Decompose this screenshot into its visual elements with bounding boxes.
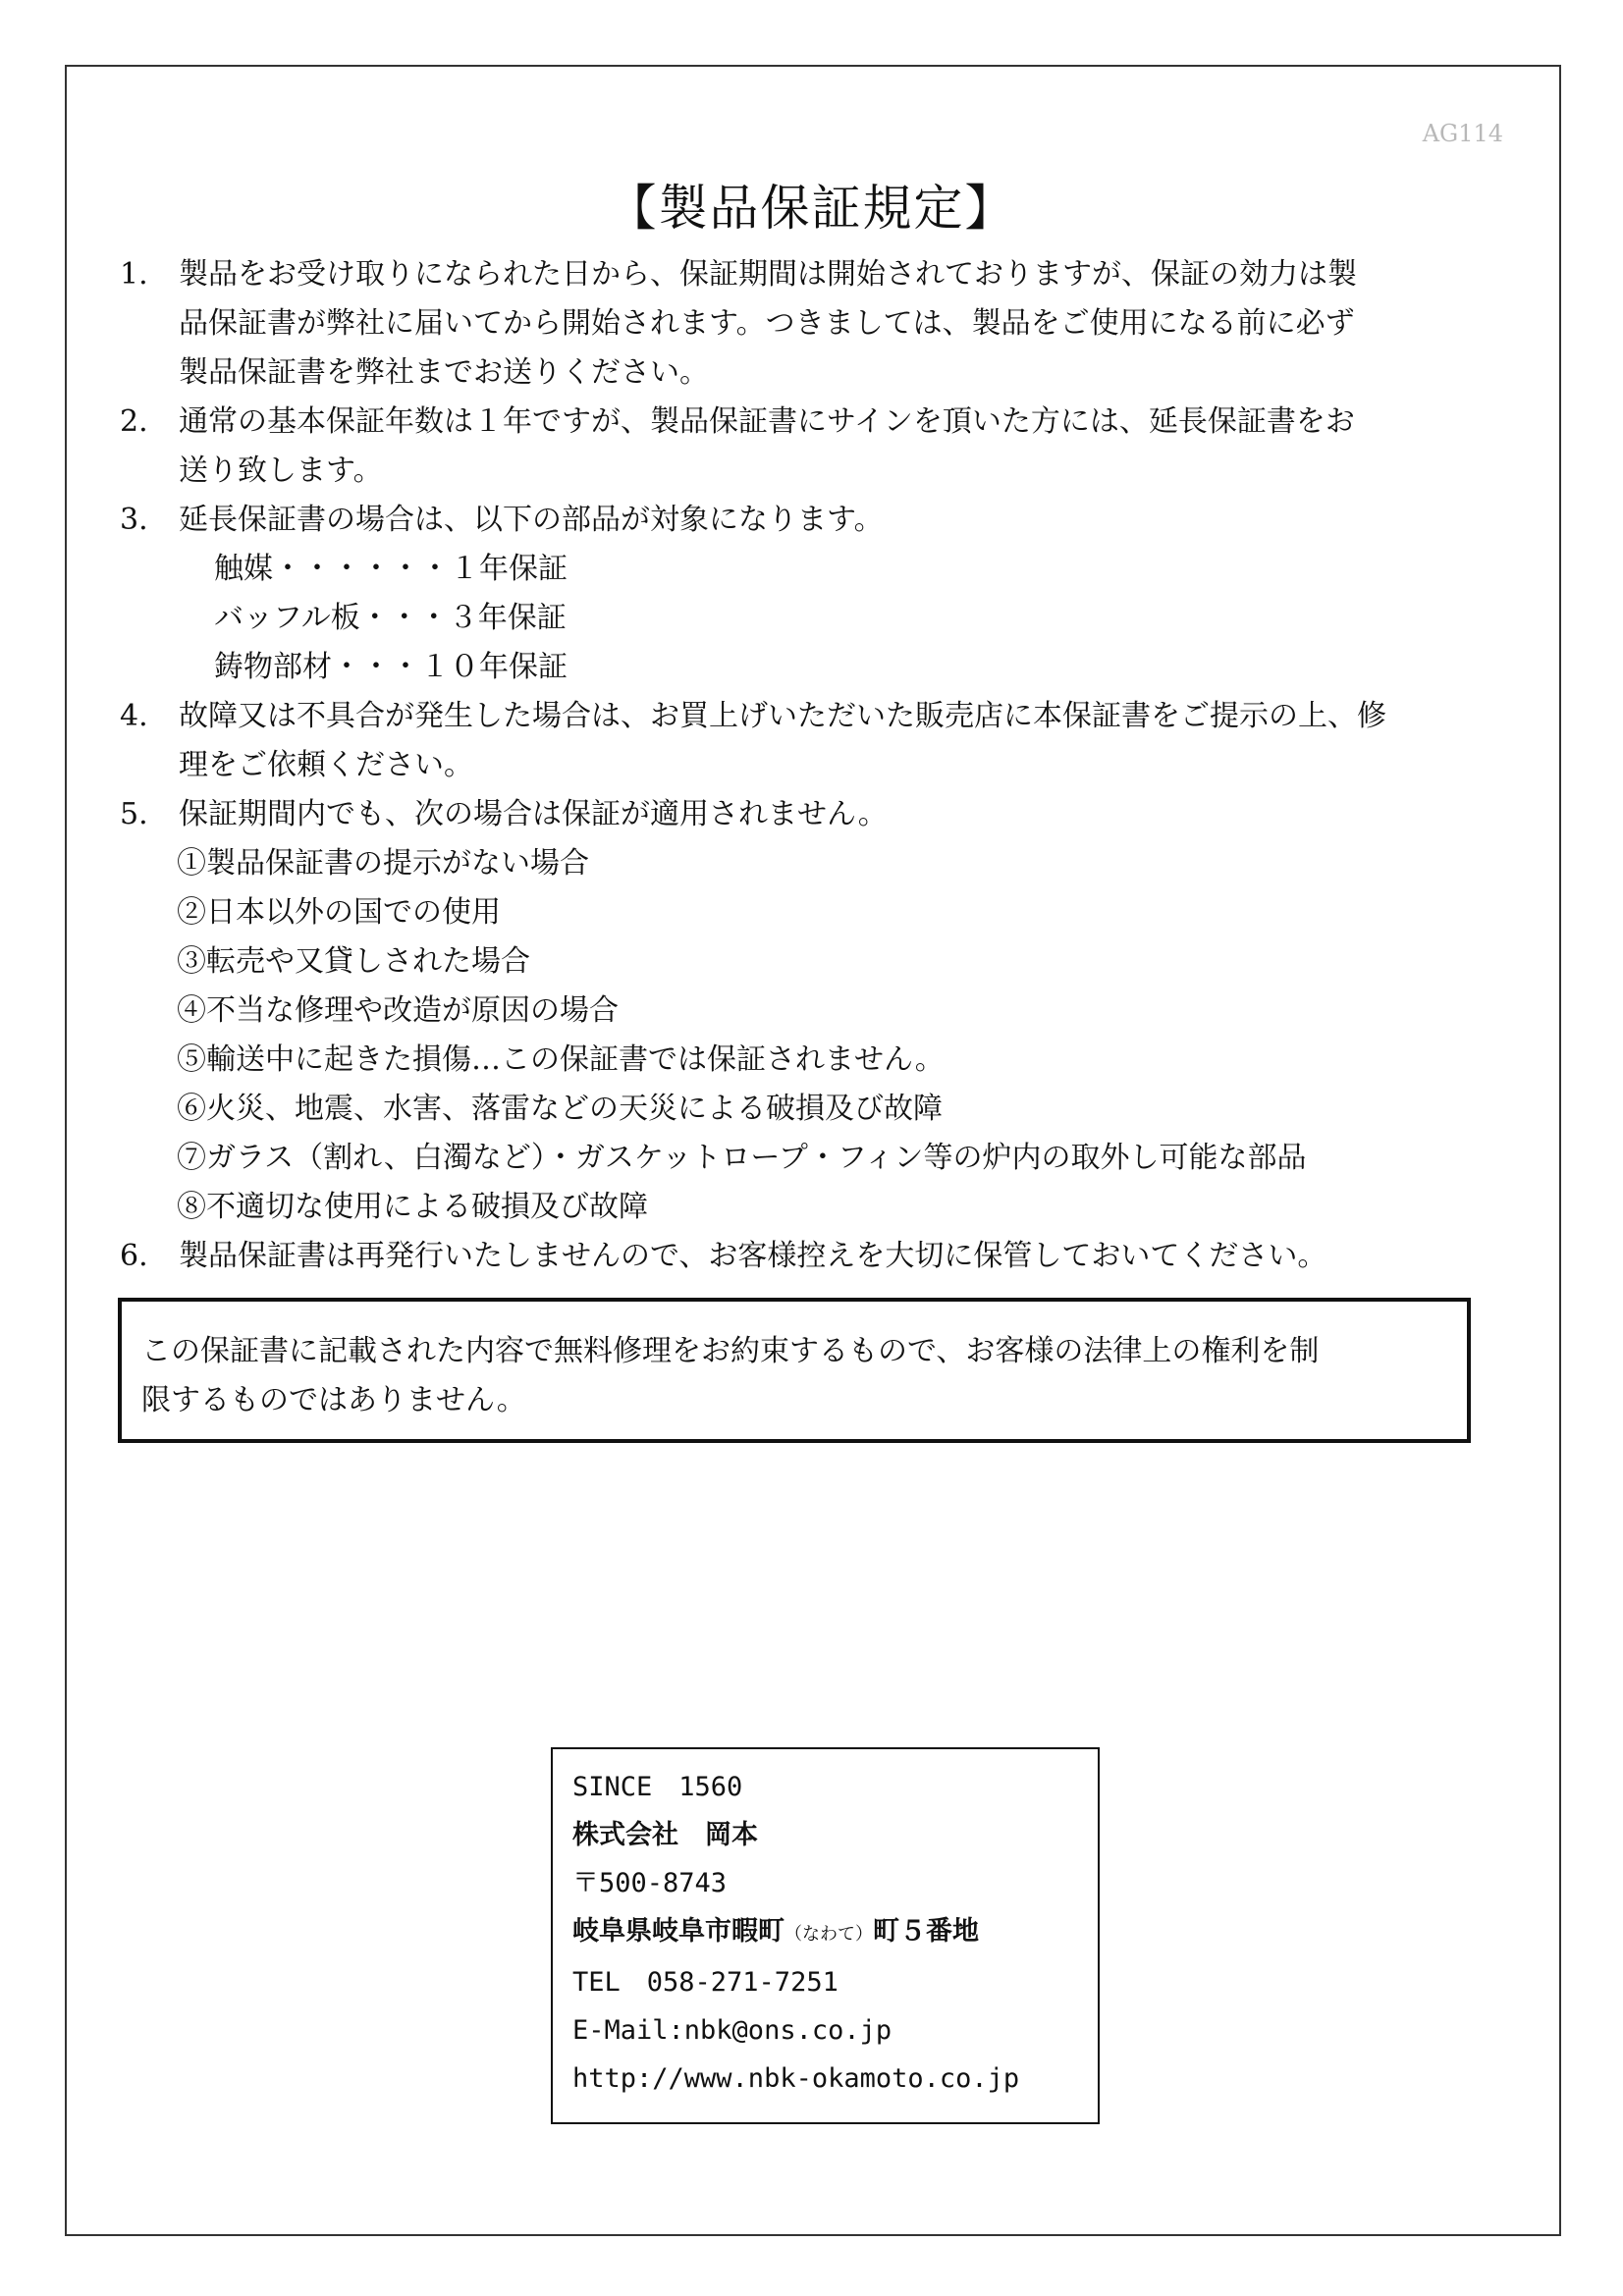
website-url: http://www.nbk-okamoto.co.jp bbox=[572, 2063, 1020, 2094]
clause-number: 2. bbox=[120, 404, 148, 439]
address-reading: （なわて） bbox=[784, 1924, 873, 1945]
clause-2-line-1: 2. 通常の基本保証年数は１年ですが、製品保証書にサインを頂いた方には、延長保証書をお bbox=[120, 398, 1514, 447]
legal-notice-box bbox=[118, 1298, 1471, 1443]
clause-1-line-3: 製品保証書を弊社までお送りください。 bbox=[179, 355, 709, 390]
clause-5-item: ②日本以外の国での使用 bbox=[177, 895, 501, 930]
clause-4-line-1: 4. 故障又は不具合が発生した場合は、お買上げいただいた販売店に本保証書をご提示の上、修 bbox=[120, 692, 1514, 741]
clause-5-line-1: 5. 保証期間内でも、次の場合は保証が適用されません。 bbox=[120, 790, 1514, 839]
clause-5-item: ⑧不適切な使用による破損及び故障 bbox=[177, 1190, 648, 1224]
clause-5-item: ①製品保証書の提示がない場合 bbox=[177, 846, 589, 881]
clause-5-item: ④不当な修理や改造が原因の場合 bbox=[177, 993, 619, 1028]
page-title: 【製品保証規定】 bbox=[607, 180, 1016, 237]
clause-3-item: バッフル板・・・３年保証 bbox=[214, 601, 567, 635]
clause-2-line-2: 送り致します。 bbox=[179, 454, 383, 488]
clause-5-item: ⑥火災、地震、水害、落雷などの天災による破損及び故障 bbox=[177, 1092, 943, 1126]
clause-6-line-1: 6. 製品保証書は再発行いたしませんので、お客様控えを大切に保管しておいてください。 bbox=[120, 1232, 1514, 1281]
document-code: AG114 bbox=[1422, 120, 1503, 147]
clause-3-item: 触媒・・・・・・１年保証 bbox=[214, 552, 568, 586]
clause-number: 6. bbox=[120, 1239, 148, 1273]
clause-3-item: 鋳物部材・・・１０年保証 bbox=[214, 650, 568, 684]
clause-5-item: ⑦ガラス（割れ、白濁など）・ガスケットロープ・フィン等の炉内の取外し可能な部品 bbox=[177, 1141, 1307, 1175]
clause-1-line-1: 1. 製品をお受け取りになられた日から、保証期間は開始されておりますが、保証の効力は製 bbox=[120, 250, 1514, 299]
notice-line-2: 限するものではありません。 bbox=[141, 1383, 526, 1417]
clause-number: 1. bbox=[120, 257, 148, 292]
since-line: SINCE 1560 bbox=[572, 1772, 743, 1802]
address: 岐阜県岐阜市暇町（なわて）町５番地 bbox=[572, 1916, 979, 1947]
clause-5-item: ③転売や又貸しされた場合 bbox=[177, 944, 530, 979]
telephone: TEL 058-271-7251 bbox=[572, 1967, 839, 1998]
company-name: 株式会社 岡本 bbox=[572, 1820, 758, 1850]
clause-1-line-2: 品保証書が弊社に届いてから開始されます。つきましては、製品をご使用になる前に必ず bbox=[179, 306, 1355, 341]
clause-number: 3. bbox=[120, 503, 148, 537]
warranty-clauses bbox=[120, 250, 1514, 1281]
clause-3-line-1: 3. 延長保証書の場合は、以下の部品が対象になります。 bbox=[120, 496, 1514, 545]
clause-5-item: ⑤輸送中に起きた損傷…この保証書では保証されません。 bbox=[177, 1042, 945, 1077]
notice-line-1: この保証書に記載された内容で無料修理をお約束するもので、お客様の法律上の権利を制 bbox=[141, 1334, 1320, 1368]
clause-number: 4. bbox=[120, 699, 148, 733]
postal-code: 〒500-8743 bbox=[572, 1868, 728, 1898]
email-address: E-Mail:nbk@ons.co.jp bbox=[572, 2015, 893, 2046]
clause-number: 5. bbox=[120, 797, 148, 831]
clause-4-line-2: 理をご依頼ください。 bbox=[179, 748, 473, 782]
company-contact-box bbox=[551, 1747, 1100, 2124]
